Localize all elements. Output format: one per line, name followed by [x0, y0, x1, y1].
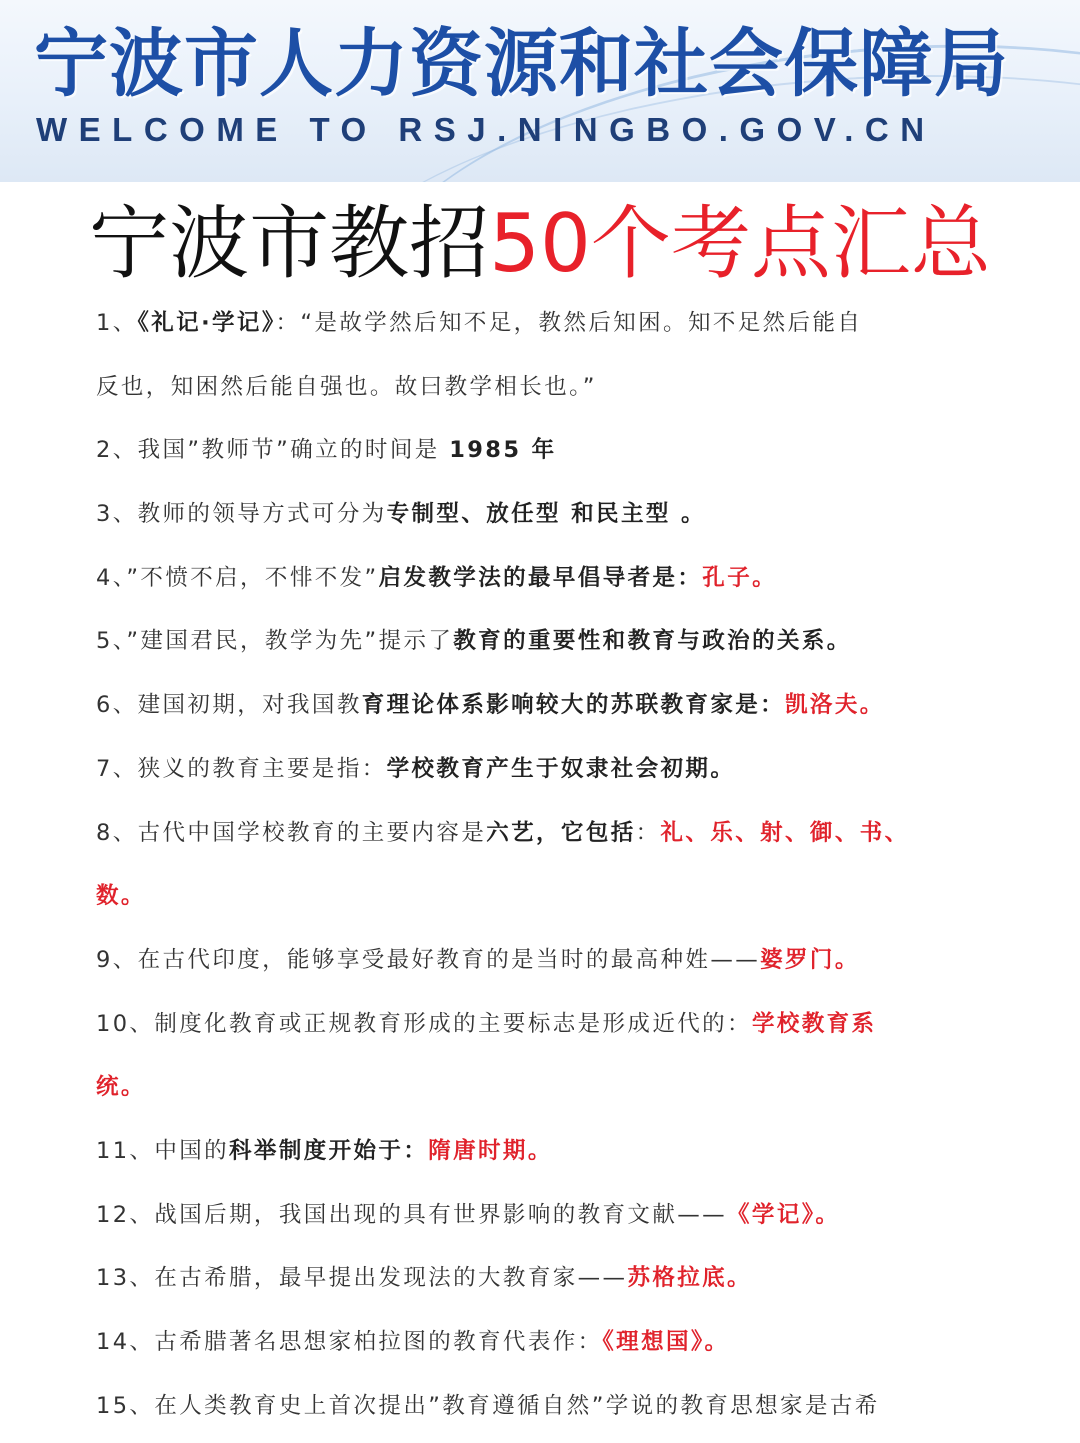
title-red-part: 50个考点汇总: [489, 197, 991, 290]
exam-point-3: [96, 483, 956, 547]
exam-point-14: [96, 1311, 956, 1375]
point-line: [96, 1056, 956, 1120]
exam-point-12: [96, 1184, 956, 1248]
point-text: ：: [635, 819, 661, 846]
point-text: 6、建国初期，对我国教: [96, 692, 362, 719]
point-answer: 孔子。: [702, 564, 777, 591]
point-text: 13、在古希腊，最早提出发现法的大教育家——: [96, 1265, 628, 1292]
point-line: [96, 738, 956, 802]
point-text: 11、中国的: [96, 1137, 230, 1164]
point-bold-text: 1985 年: [449, 437, 557, 464]
org-name: 宁波市人力资源和社会保障局: [34, 21, 1009, 107]
exam-point-13: [96, 1247, 956, 1311]
point-answer: 隋唐时期。: [428, 1137, 553, 1164]
point-text: 2、我国”教师节”确立的时间是: [96, 437, 450, 464]
point-answer: 苏格拉底。: [627, 1265, 752, 1292]
point-text: 4、”不愤不启，不悱不发”: [96, 564, 379, 591]
point-answer: 凯洛夫。: [785, 692, 885, 719]
point-line: [96, 483, 956, 547]
point-text: 5、”建国君民，教学为先”提示了: [96, 628, 454, 655]
point-bold-text: 启发教学法的最早倡导者是：: [378, 564, 703, 591]
exam-point-6: [96, 674, 956, 738]
point-bold-text: 专制型、放任型 和民主型 。: [386, 501, 706, 528]
point-line: [96, 1184, 956, 1248]
point-line: [96, 1375, 956, 1439]
point-answer: 学校教育系: [751, 1010, 877, 1037]
page-title: [0, 192, 1080, 296]
exam-point-7: [96, 738, 956, 802]
point-line: [96, 292, 956, 356]
point-bold-text: 育理论体系影响较大的苏联教育家是：: [361, 692, 786, 719]
point-text: 9、在古代印度，能够享受最好教育的是当时的最高种姓——: [96, 946, 761, 973]
exam-point-4: [96, 547, 956, 611]
point-bold-text: 学校教育产生于奴隶社会初期。: [386, 755, 736, 782]
point-bold-text: 《礼记·学记》: [137, 310, 276, 336]
point-line: [96, 419, 956, 483]
exam-point-5: [96, 610, 956, 674]
exam-point-8: [96, 802, 956, 929]
point-bold-text: 教育的重要性和教育与政治的关系。: [453, 628, 852, 655]
welcome-url: WELCOME TO RSJ.NINGBO.GOV.CN: [36, 111, 936, 148]
point-line: [96, 865, 956, 929]
point-line: [96, 674, 956, 738]
point-text: 7、狭义的教育主要是指：: [96, 755, 387, 782]
point-line: [96, 610, 956, 674]
point-bold-text: 六艺，它包括: [486, 819, 636, 846]
point-text: 10、制度化教育或正规教育形成的主要标志是形成近代的：: [96, 1010, 752, 1037]
point-line: [96, 993, 956, 1057]
point-answer: 《理想国》。: [602, 1329, 730, 1355]
point-text: 12、战国后期，我国出现的具有世界影响的教育文献——: [96, 1201, 728, 1228]
point-text: 3、教师的领导方式可分为: [96, 501, 387, 528]
point-text: 14、古希腊著名思想家柏拉图的教育代表作：: [96, 1329, 603, 1355]
exam-point-10: [96, 993, 956, 1120]
exam-points-list: [96, 292, 956, 1438]
point-answer: 统。: [96, 1074, 146, 1101]
point-text: 15、在人类教育史上首次提出”教育遵循自然”学说的教育思想家是古希: [96, 1392, 880, 1419]
point-text: 反也，知困然后能自强也。故曰教学相长也。”: [96, 373, 597, 400]
point-line: [96, 929, 956, 993]
exam-point-1: [96, 292, 956, 419]
point-line: [96, 802, 956, 866]
point-answer: 《学记》。: [727, 1201, 841, 1228]
point-line: [96, 356, 956, 420]
point-answer: 婆罗门。: [760, 946, 860, 973]
header-banner: [0, 0, 1080, 182]
exam-point-2: [96, 419, 956, 483]
exam-point-15: [96, 1375, 956, 1439]
point-line: [96, 1247, 956, 1311]
point-bold-text: 科举制度开始于：: [229, 1137, 429, 1164]
point-answer: 数。: [96, 883, 146, 910]
point-answer: 礼、乐、射、御、书、: [660, 819, 910, 846]
point-text: 8、古代中国学校教育的主要内容是: [96, 819, 487, 846]
point-line: [96, 1120, 956, 1184]
point-line: [96, 1311, 956, 1375]
point-text: ：“是故学然后知不足，教然后知困。知不足然后能自: [275, 310, 863, 336]
point-line: [96, 547, 956, 611]
exam-point-11: [96, 1120, 956, 1184]
title-black-part: 宁波市教招: [89, 197, 490, 290]
point-text: 1、: [96, 310, 138, 336]
exam-point-9: [96, 929, 956, 993]
